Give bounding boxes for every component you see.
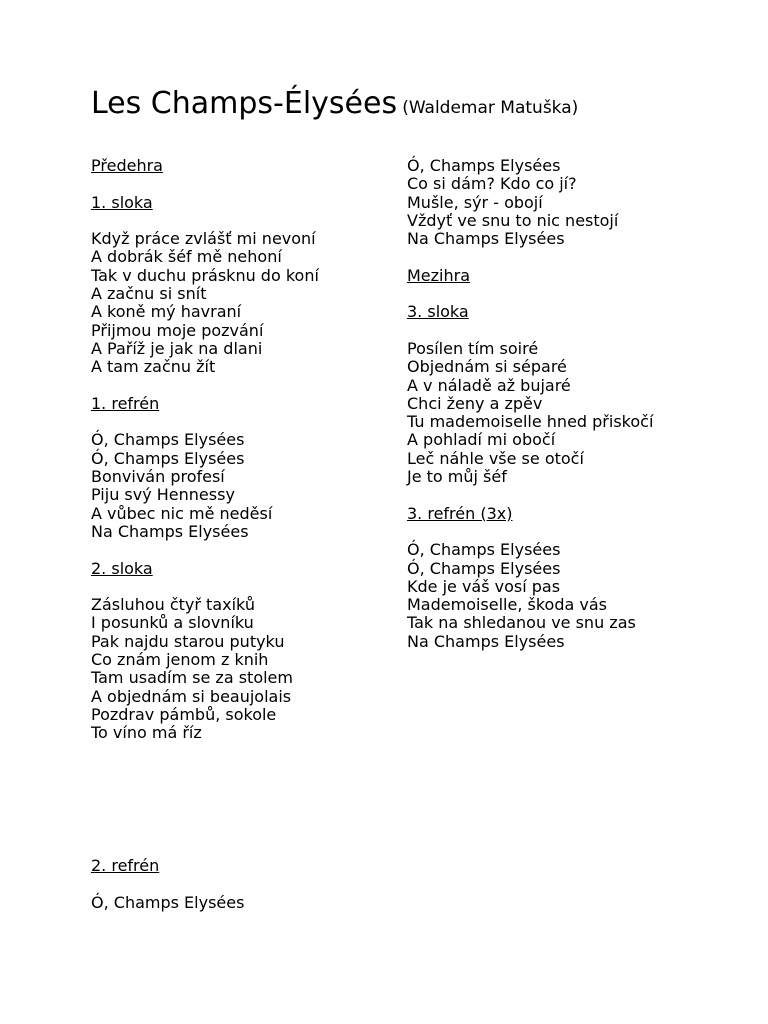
right-column [407,157,653,651]
title-main: Les Champs-Élysées [91,86,398,121]
lyric-line: Co si dám? Kdo co jí? [407,174,577,194]
lyric-line: A dobrák šéf mě nehoní [91,247,282,267]
lyric-line: Leč náhle vše se otočí [407,448,584,468]
lyric-line: Mušle, sýr - obojí [407,192,543,212]
lyric-line: Ó, Champs Elysées [407,156,561,175]
lyric-line: Kde je váš vosí pas [407,576,561,596]
lyric-line: Tak na shledanou ve snu zas [407,613,636,633]
lyric-line: Piju svý Hennessy [91,485,235,505]
lyric-line: Pak najdu starou putyku [91,631,285,651]
lyric-line: A vůbec nic mě neděsí [91,503,273,523]
lyric-line: Zásluhou čtyř taxíků [91,595,255,615]
lyric-line: A objednám si beaujolais [91,686,292,706]
lyric-line: Mademoiselle, škoda vás [407,595,607,615]
lyric-line: A Paříž je jak na dlani [91,338,263,358]
lyric-line: Co znám jenom z knih [91,650,269,670]
lyric-line: Na Champs Elysées [407,631,565,651]
song-title [91,84,578,128]
lyric-line: Tak v duchu prásknu do koní [91,265,319,285]
lyric-line: A v náladě až bujaré [407,375,571,395]
lyric-line: Tam usadím se za stolem [91,668,293,688]
lyric-line: Ó, Champs Elysées [407,540,561,560]
chorus1-heading: 1. refrén [91,393,160,413]
lyric-line: I posunků a slovníku [91,613,254,633]
verse1-heading: 1. sloka [91,192,153,212]
lyric-line: Pozdrav pámbů, sokole [91,704,277,724]
lyric-line: Na Champs Elysées [91,521,249,541]
lyric-line: To víno má říz [91,723,202,743]
verse3-heading: 3. sloka [407,302,469,322]
lyric-line: Ó, Champs Elysées [91,448,245,468]
lyric-line: Tu mademoiselle hned přiskočí [407,412,654,432]
chorus3-heading: 3. refrén (3x) [407,503,513,523]
interlude-heading: Mezihra [407,265,471,285]
lyric-line: Když práce zvlášť mi nevoní [91,229,316,249]
intro-heading: Předehra [91,156,163,175]
verse2-heading: 2. sloka [91,558,153,578]
lyric-line: Bonviván profesí [91,467,225,487]
lyric-line: Ó, Champs Elysées [91,430,245,450]
lyric-line: Vždyť ve snu to nic nestojí [407,210,619,230]
lyric-line: A pohladí mi obočí [407,430,556,450]
lyric-line: A koně mý havraní [91,302,242,322]
bottom-section [91,857,244,912]
lyric-line: Ó, Champs Elysées [91,892,245,912]
lyric-line: Přijmou moje pozvání [91,320,264,340]
left-column [91,157,319,743]
lyric-line: Objednám si séparé [407,357,567,377]
lyric-line: A tam začnu žít [91,357,216,377]
title-author: (Waldemar Matuška) [402,98,579,118]
lyric-line: Na Champs Elysées [407,229,565,249]
lyric-line: Posílen tím soiré [407,338,539,358]
lyric-line: Chci ženy a zpěv [407,393,543,413]
lyric-line: A začnu si snít [91,284,207,304]
chorus2-heading: 2. refrén [91,856,160,875]
lyric-line: Je to můj šéf [407,467,507,487]
lyric-line: Ó, Champs Elysées [407,558,561,578]
